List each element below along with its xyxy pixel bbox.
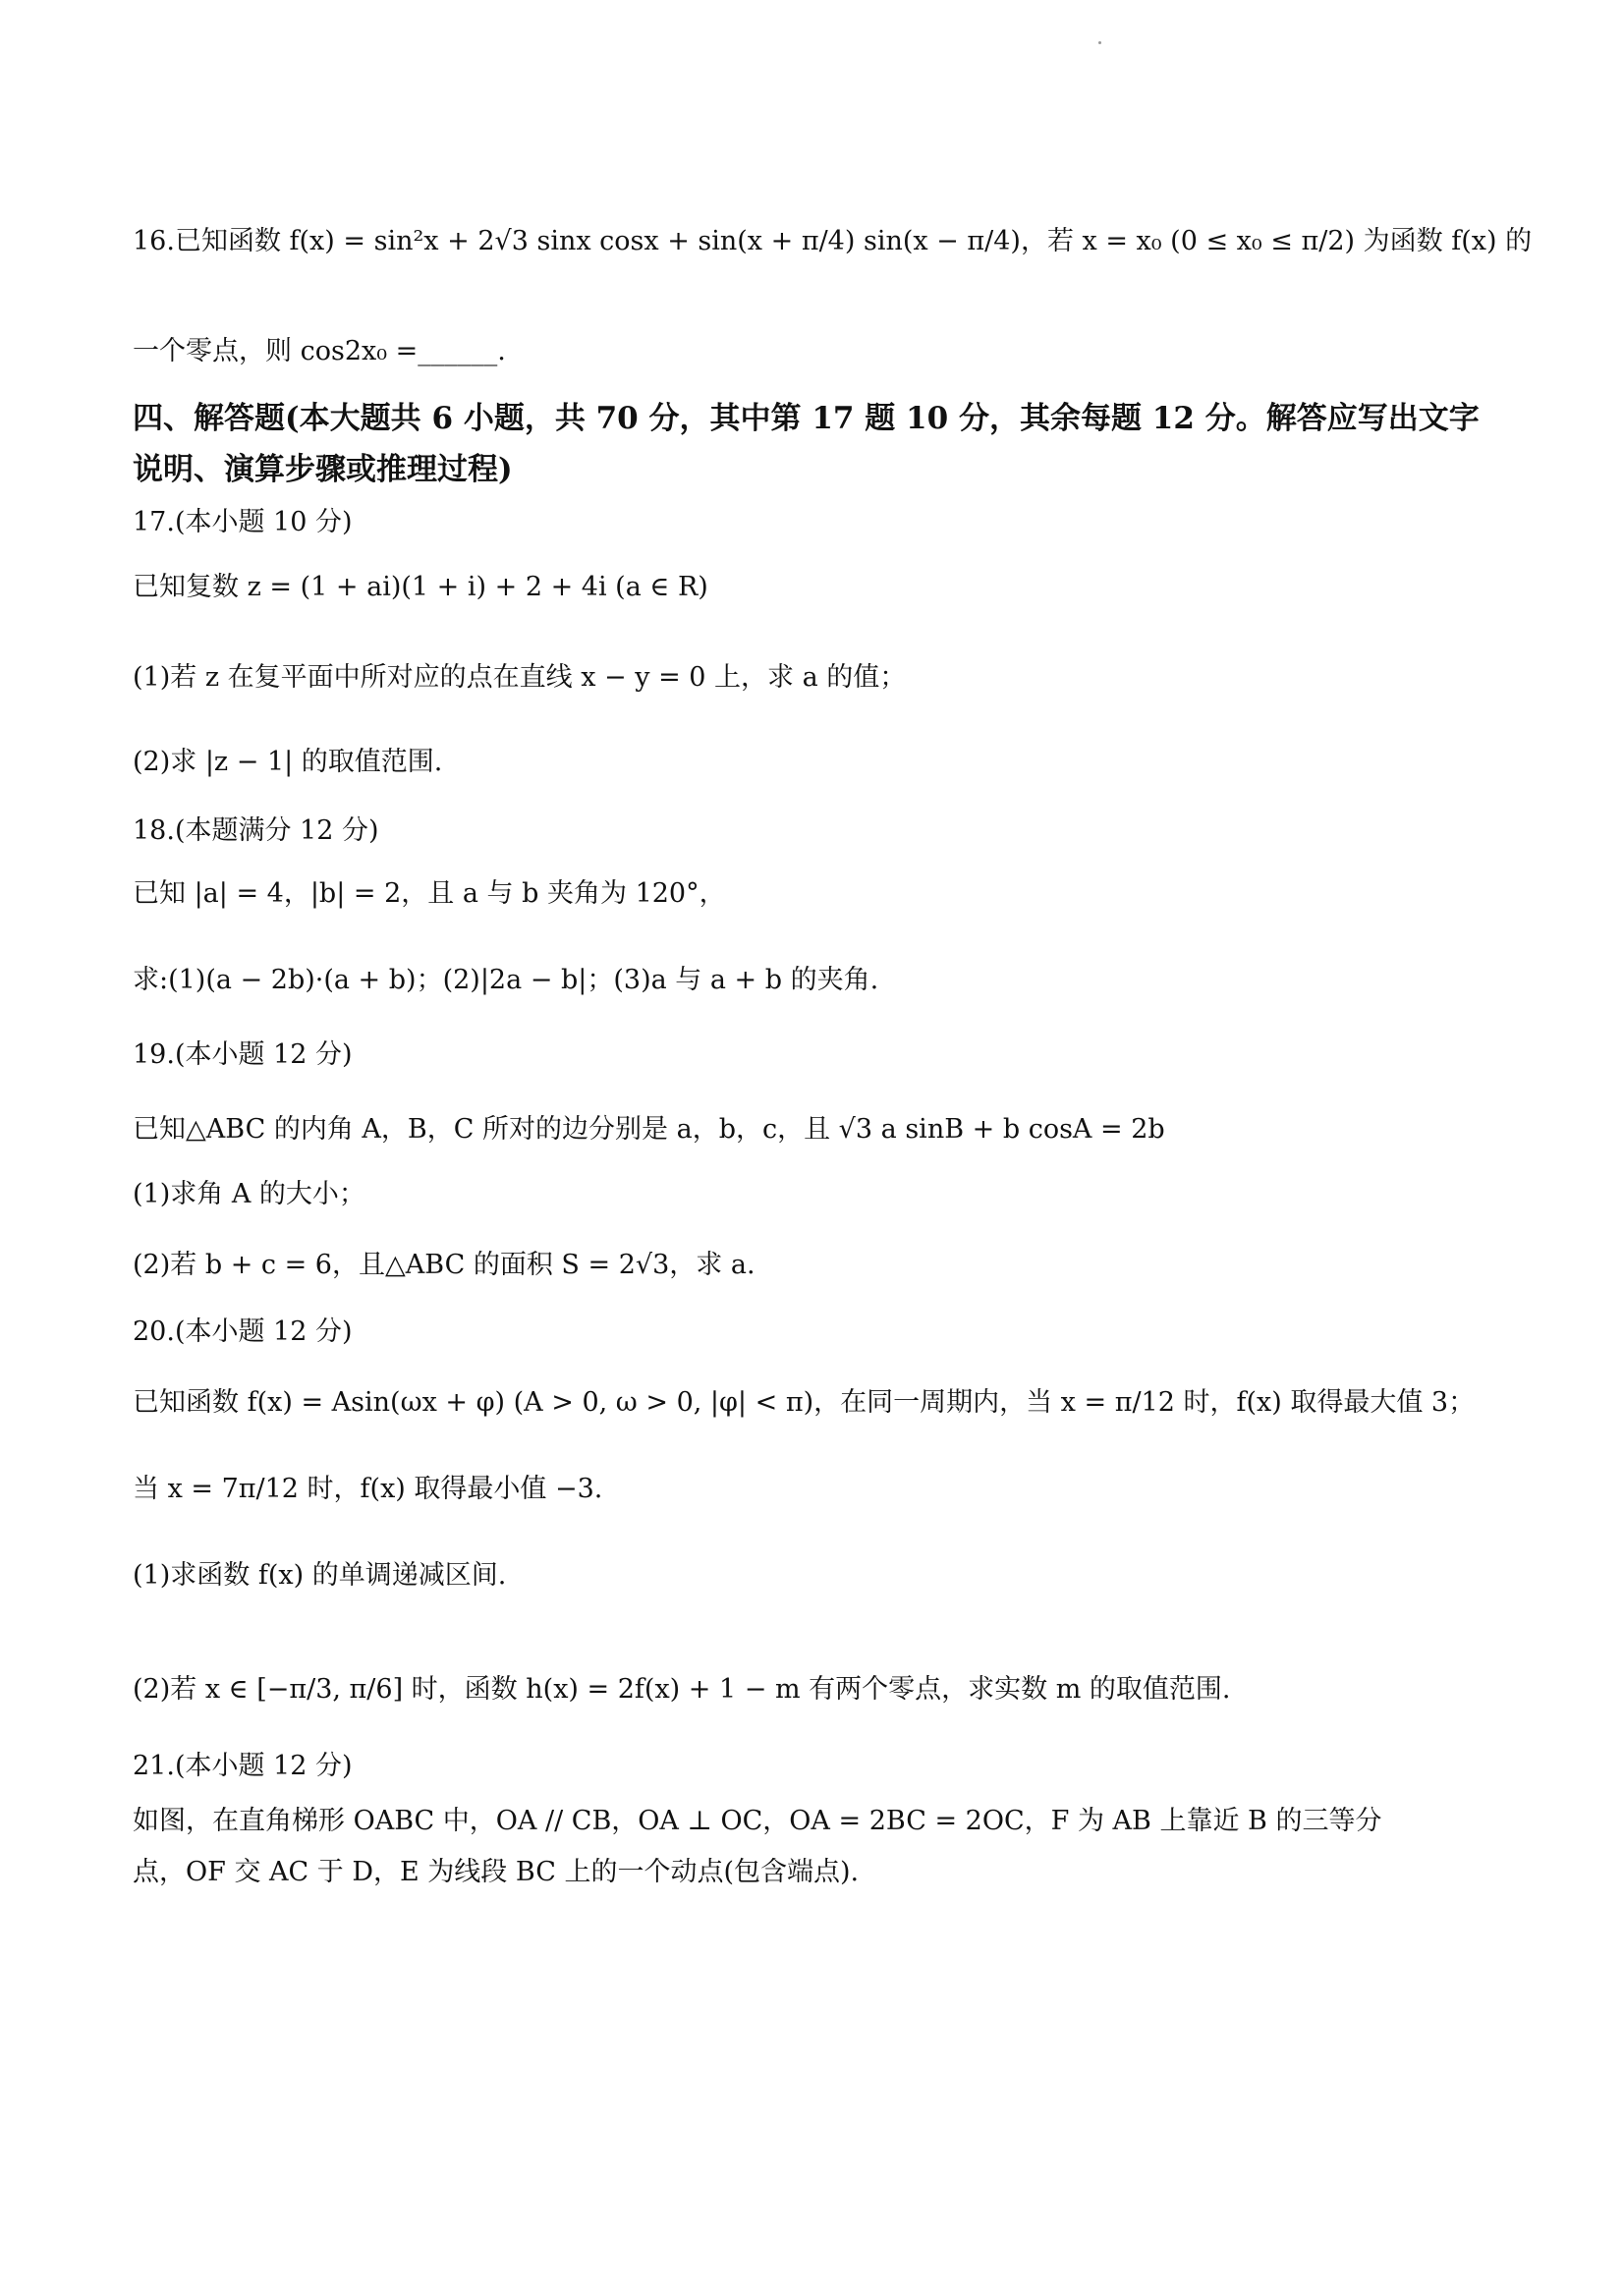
q17-part-2: (2)求 |z − 1| 的取值范围. xyxy=(133,747,443,777)
section-heading-line-1: 四、解答题(本大题共 6 小题，共 70 分，其中第 17 题 10 分，其余每题 12 分。解答应写出文字 xyxy=(133,401,1480,436)
q17-header: 17.(本小题 10 分) xyxy=(133,507,353,537)
section-heading-line-2: 说明、演算步骤或推理过程) xyxy=(133,452,513,487)
q19-part-1: (1)求角 A 的大小； xyxy=(133,1179,365,1209)
q17-part-1: (1)若 z 在复平面中所对应的点在直线 x − y = 0 上，求 a 的值； xyxy=(133,662,907,693)
q19-part-2: (2)若 b + c = 6，且△ABC 的面积 S = 2√3，求 a. xyxy=(133,1250,756,1280)
q17-stem: 已知复数 z = (1 + ai)(1 + i) + 2 + 4i (a ∈ R) xyxy=(133,572,708,602)
q16-line-2: 一个零点，则 cos2x₀ =______. xyxy=(133,336,506,366)
q21-stem-1: 如图，在直角梯形 OABC 中，OA // CB，OA ⊥ OC，OA = 2BC = 2OC，F 为 AB 上靠近 B 的三等分 xyxy=(133,1806,1382,1836)
q21-stem-2: 点，OF 交 AC 于 D，E 为线段 BC 上的一个动点(包含端点). xyxy=(133,1857,860,1887)
q16-line-1: 16.已知函数 f(x) = sin²x + 2√3 sinx cosx + sin(x + π/4) sin(x − π/4)，若 x = x₀ (0 ≤ x₀ ≤ π/2) 为函数 f(x) 的 xyxy=(133,226,1533,256)
q20-stem-2: 当 x = 7π/12 时，f(x) 取得最小值 −3. xyxy=(133,1474,603,1504)
q20-part-2: (2)若 x ∈ [−π/3, π/6] 时，函数 h(x) = 2f(x) + 1 − m 有两个零点，求实数 m 的取值范围. xyxy=(133,1674,1231,1705)
q21-header: 21.(本小题 12 分) xyxy=(133,1751,353,1781)
q19-stem: 已知△ABC 的内角 A，B，C 所对的边分别是 a，b，c，且 √3 a sinB + b cosA = 2b xyxy=(133,1114,1165,1145)
q18-parts: 求:(1)(a − 2b)·(a + b)；(2)|2a − b|；(3)a 与 a + b 的夹角. xyxy=(133,965,879,995)
q18-stem: 已知 |a| = 4，|b| = 2，且 a 与 b 夹角为 120°， xyxy=(133,878,726,909)
q18-header: 18.(本题满分 12 分) xyxy=(133,815,379,846)
scan-dot xyxy=(1098,41,1101,44)
q19-header: 19.(本小题 12 分) xyxy=(133,1039,353,1070)
q20-header: 20.(本小题 12 分) xyxy=(133,1316,353,1347)
q20-stem-1: 已知函数 f(x) = Asin(ωx + φ) (A > 0, ω > 0, |φ| < π)，在同一周期内，当 x = π/12 时，f(x) 取得最大值 3； xyxy=(133,1387,1476,1418)
q20-part-1: (1)求函数 f(x) 的单调递减区间. xyxy=(133,1560,507,1591)
